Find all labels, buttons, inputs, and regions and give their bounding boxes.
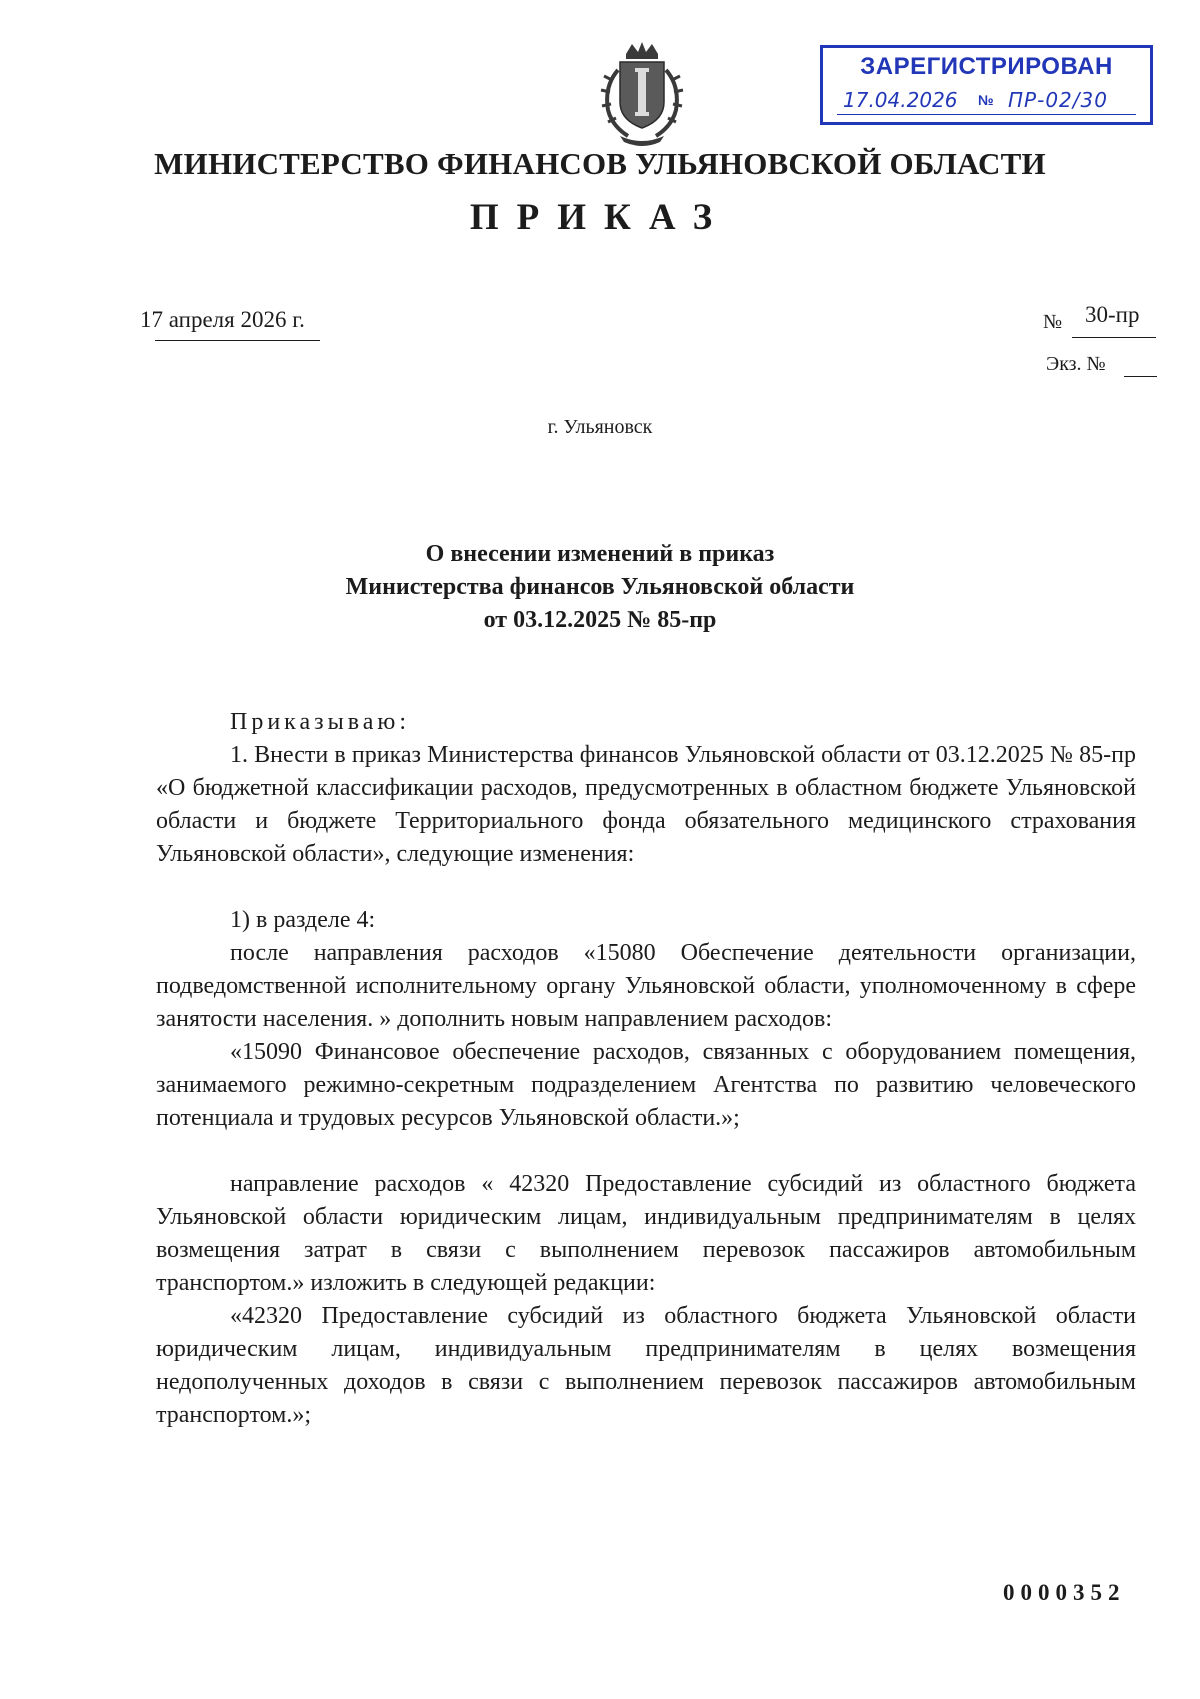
subject-line-2: Министерства финансов Ульяновской области (345, 574, 855, 600)
order-date: 17 апреля 2026 г. (140, 307, 305, 332)
stamp-number-label: № (978, 92, 994, 108)
order-subject (0, 538, 1200, 637)
paragraph-42320-old: направление расходов « 42320 Предоставление субсидий из областного бюджета Ульяновской области юридическим лицам, индивидуальным предпринимателям в целях возмещения затрат в связи с выполнением перевозок пассажиров автомобильным транспортом.» изложить в следующей редакции: (156, 1171, 1136, 1296)
copy-number-label: Экз. № (1046, 353, 1106, 375)
coat-of-arms-icon (598, 40, 686, 148)
order-date-underline (155, 340, 320, 341)
registration-stamp (820, 45, 1153, 125)
paragraph-after-15080: после направления расходов «15080 Обеспечение деятельности организации, подведомственной исполнительному органу Ульяновской области, уполномоченному в сфере занятости населения. » дополнить новым направлением расходов: (156, 940, 1136, 1032)
city-name: г. Ульяновск (547, 416, 653, 438)
order-directive: Приказываю: (230, 709, 410, 735)
stamp-date: 17.04.2026 (843, 88, 958, 112)
paragraph-15090: «15090 Финансовое обеспечение расходов, связанных с оборудованием помещения, занимаемого режимно-секретным подразделением Агентства по развитию человеческого потенциала и трудовых ресурсов Ульяновской области.»; (156, 1039, 1136, 1131)
paragraph-gap (156, 1135, 1136, 1168)
page-code: 0000352 (1003, 1580, 1126, 1605)
order-number-label: № (1043, 311, 1063, 333)
ministry-name: МИНИСТЕРСТВО ФИНАНСОВ УЛЬЯНОВСКОЙ ОБЛАСТИ (154, 146, 1046, 181)
copy-number-underline (1124, 376, 1157, 377)
order-number-underline (1072, 337, 1156, 338)
stamp-title: ЗАРЕГИСТРИРОВАН (860, 53, 1113, 80)
stamp-underline (837, 114, 1136, 115)
subject-line-1: О внесении изменений в приказ (425, 541, 775, 567)
paragraph-1: 1. Внести в приказ Министерства финансов Ульяновской области от 03.12.2025 № 85-пр «О бюджетной классификации расходов, предусмотренных в областном бюджете Ульяновской области и бюджете Территориального фонда обязательного медицинского страхования Ульяновской области», следующие изменения: (156, 742, 1136, 867)
order-body (156, 706, 1136, 1432)
stamp-number: ПР-02/30 (1008, 88, 1108, 112)
subject-line-3: от 03.12.2025 № 85-пр (483, 607, 717, 633)
paragraph-42320-new: «42320 Предоставление субсидий из областного бюджета Ульяновской области юридическим лицам, индивидуальным предпринимателям в целях возмещения недополученных доходов в связи с выполнением перевозок пассажиров автомобильным транспортом.»; (156, 1303, 1136, 1428)
document-type-title: ПРИКАЗ (469, 197, 731, 238)
paragraph-section-4: 1) в разделе 4: (230, 907, 376, 933)
order-number: 30-пр (1085, 302, 1140, 327)
paragraph-gap (156, 871, 1136, 904)
